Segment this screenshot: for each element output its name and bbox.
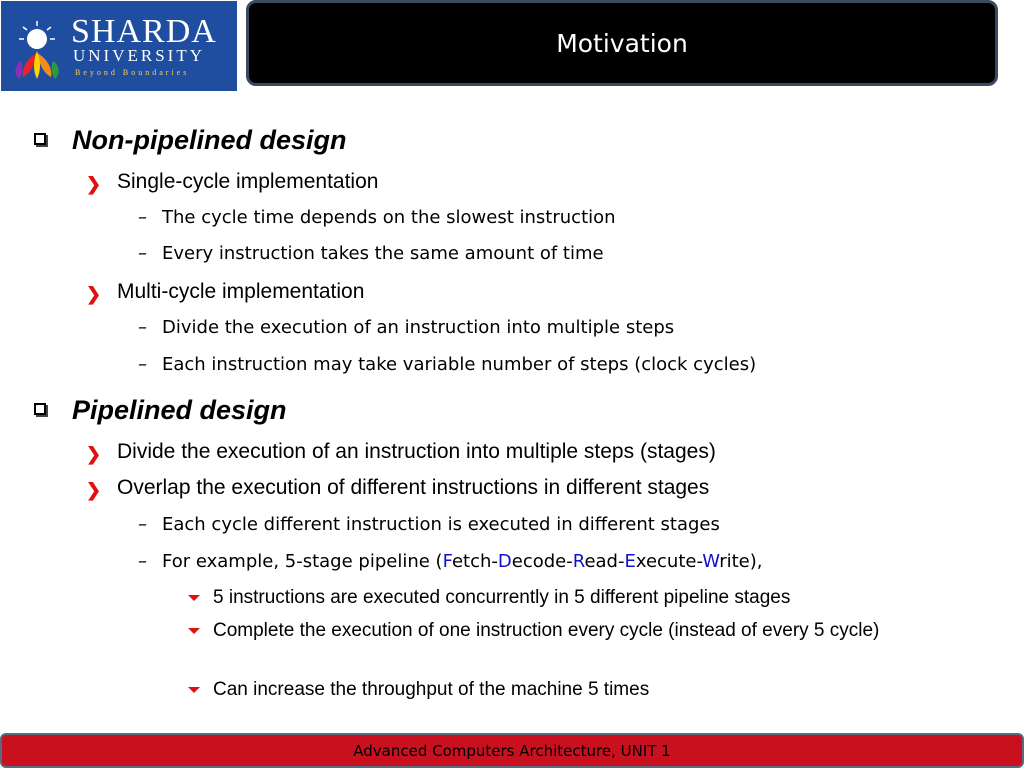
arrow-bullet-icon: ❯ <box>86 480 102 500</box>
slide-title: Motivation <box>556 29 688 58</box>
dash-bullet-icon: – <box>138 317 147 338</box>
stage-read: ead- <box>584 551 625 572</box>
bullet-text: Divide the execution of an instruction into multiple steps <box>162 317 675 338</box>
checkbox-bullet-icon <box>34 133 46 145</box>
dash-bullet-icon: – <box>138 207 147 228</box>
dash-bullet-icon: – <box>138 551 147 572</box>
logo-name: SHARDA <box>71 13 217 50</box>
bullet-text: 5 instructions are executed concurrently in 5 different pipeline stages <box>213 587 791 608</box>
heading-pipelined: Pipelined design <box>72 395 287 425</box>
bullet-text: Every instruction takes the same amount of time <box>162 243 604 264</box>
stage-letter-r: R <box>572 551 585 572</box>
university-logo <box>1 1 237 91</box>
stage-letter-f: F <box>442 551 452 572</box>
stage-fetch: etch- <box>451 551 498 572</box>
dash-bullet-icon: – <box>138 354 147 375</box>
bullet-text: Each cycle different instruction is executed in different stages <box>162 514 720 535</box>
heading-non-pipelined: Non-pipelined design <box>72 125 347 155</box>
bullet-text: Each instruction may take variable number of steps (clock cycles) <box>162 354 757 375</box>
bullet-text: Divide the execution of an instruction into multiple steps (stages) <box>117 440 716 463</box>
bullet-text: Multi-cycle implementation <box>117 280 365 303</box>
arrow-bullet-icon: ❯ <box>86 444 102 464</box>
bullet-text: Complete the execution of one instruction every cycle (instead of every 5 cycle) <box>213 620 880 641</box>
triangle-bullet-icon <box>188 595 200 601</box>
triangle-bullet-icon <box>188 687 200 693</box>
footer-bar <box>0 733 1024 768</box>
stage-letter-w: W <box>702 551 720 572</box>
title-bar <box>246 0 998 86</box>
checkbox-bullet-icon <box>34 403 46 415</box>
dash-bullet-icon: – <box>138 243 147 264</box>
lotus-emblem-icon <box>1 1 71 91</box>
stage-letter-d: D <box>497 551 512 572</box>
triangle-bullet-icon <box>188 628 200 634</box>
bullet-text: Can increase the throughput of the machine 5 times <box>213 679 650 700</box>
stage-execute: xecute- <box>635 551 703 572</box>
arrow-bullet-icon: ❯ <box>86 174 102 194</box>
bullet-text: Overlap the execution of different instructions in different stages <box>117 476 710 499</box>
bullet-text: Single-cycle implementation <box>117 170 379 193</box>
stage-letter-e: E <box>624 551 636 572</box>
stage-decode: ecode- <box>511 551 573 572</box>
logo-university: UNIVERSITY <box>73 46 205 65</box>
logo-tagline: Beyond Boundaries <box>75 68 190 77</box>
example-prefix: For example, 5-stage pipeline ( <box>162 551 443 572</box>
example-text <box>162 549 763 575</box>
dash-bullet-icon: – <box>138 514 147 535</box>
footer-text: Advanced Computers Architecture, UNIT 1 <box>353 742 671 760</box>
arrow-bullet-icon: ❯ <box>86 284 102 304</box>
bullet-text: The cycle time depends on the slowest instruction <box>162 207 616 228</box>
stage-write: rite), <box>719 551 763 572</box>
